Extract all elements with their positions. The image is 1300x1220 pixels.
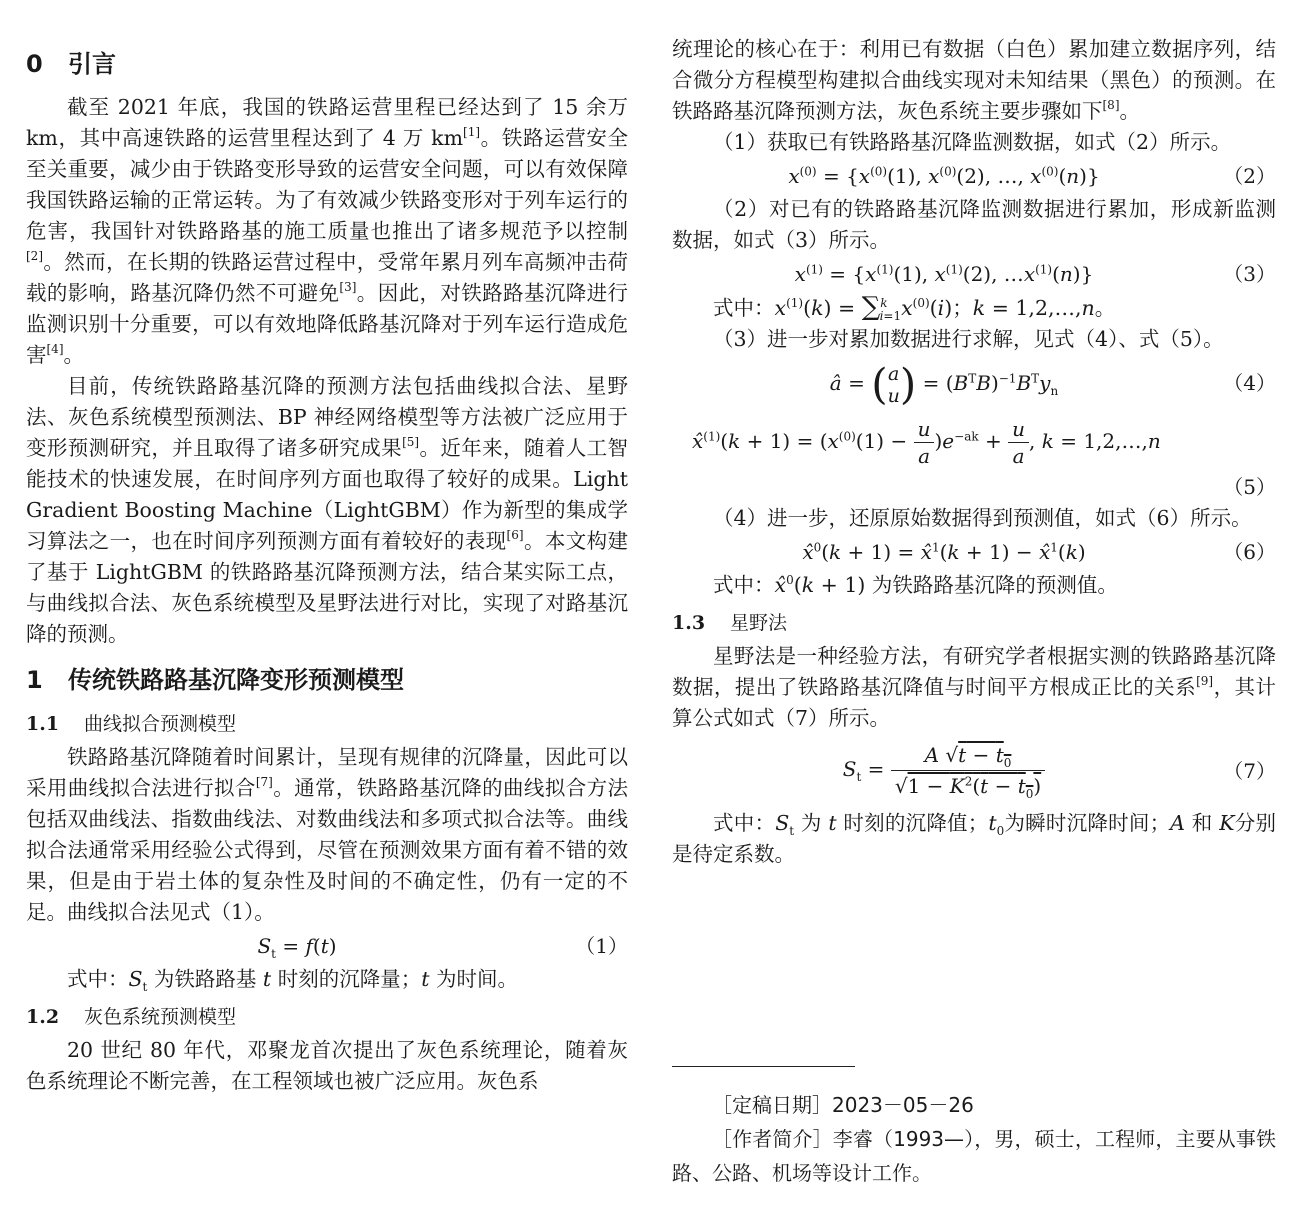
intro-paragraph-2: 目前，传统铁路路基沉降的预测方法包括曲线拟合法、星野法、灰色系统模型预测法、BP 神经网络模型等方法被广泛应用于变形预测研究，并且取得了诸多研究成果[5]。近年来，随着人工智能技术的快速发展，在时间序列方面也取得了较好的成果。Light Gradient Boosting Machine（LightGBM）作为新型的集成学习算法之一，也在时间序列预测方面有着较好的表现[6]。本文构建了基于 LightGBM 的铁路路基沉降预测方法，结合某实际工点，与曲线拟合法、灰色系统模型及星野法进行对比，实现了对路基沉降的预测。 — [26, 374, 629, 646]
citation: [3] — [339, 280, 357, 294]
subsection-heading-1-2 — [26, 1001, 628, 1033]
subsection-title: 曲线拟合预测模型 — [84, 713, 237, 735]
citation: [9] — [1196, 674, 1214, 688]
subsection-number: 1.3 — [672, 612, 706, 634]
left-column — [26, 34, 628, 1097]
equation-number: （5） — [1223, 475, 1276, 499]
citation: [2] — [26, 249, 43, 263]
subsection-number: 1.2 — [26, 1006, 60, 1028]
citation: [5] — [402, 435, 420, 449]
equation-body: x̂$^0$(k + 1) = x̂$^1$(k + 1) − x̂$^1$(k) — [802, 540, 1086, 564]
grey-system-paragraph-start: 20 世纪 80 年代，邓聚龙首次提出了灰色系统理论，随着灰色系统理论不断完善，在工程领域也被广泛应用。灰色系 — [26, 1038, 628, 1093]
equation-body: x̂$^{(1)}$(k + $1) = (x^{(0)}(1)$ − $\frac{u}{a}$ )$e^{-ak}$ + $\frac{u}{a}$ , k = 1,2,…,n — [692, 417, 1161, 468]
grey-step-3: （3）进一步对累加数据进行求解，见式（4）、式（5）。 — [713, 327, 1224, 351]
footnote-author: ［作者简介］李睿（1993—），男，硕士，工程师，主要从事铁路、公路、机场等设计工作。 — [672, 1127, 1276, 1185]
equation-number: （1） — [575, 934, 628, 958]
section-number: 1 — [26, 666, 43, 694]
equation-number: （3） — [1223, 262, 1276, 286]
equation-5-number-row — [672, 471, 1276, 503]
footnote-divider — [672, 1066, 855, 1067]
citation: [1] — [463, 125, 481, 139]
equation-6-explanation: 式中：x̂$^0$(k + 1) 为铁路路基沉降的预测值。 — [713, 573, 1118, 597]
equation-number: （2） — [1223, 164, 1276, 188]
equation-3 — [672, 256, 1276, 292]
hoshino-paragraph: 星野法是一种经验方法，有研究学者根据实测的铁路路基沉降数据，提出了铁路路基沉降值与时间平方根成正比的关系[9]，其计算公式如式（7）所示。 — [672, 644, 1277, 730]
footnote-date: ［定稿日期］2023－05－26 — [712, 1093, 974, 1117]
subsection-heading-1-3 — [672, 607, 1276, 639]
equation-7 — [672, 734, 1276, 808]
equation-4 — [672, 355, 1276, 411]
citation: [7] — [255, 775, 273, 789]
equation-body: $S_t = f(t)$ — [257, 934, 337, 961]
equation-body: â = (a $u) = (B^TB)^{-1}B^Ty_n$ — [829, 359, 1059, 409]
subsection-number: 1.1 — [26, 713, 60, 735]
equation-number: （4） — [1223, 371, 1276, 395]
equation-3-explanation: 式中：$x^{(1)}(k) = \sum^k_{i=1}x^{(0)}(i)$；k = 1,2,…,n。 — [713, 292, 1116, 324]
citation: [6] — [506, 528, 524, 542]
equation-number: （7） — [1223, 759, 1276, 783]
intro-paragraph-1: 截至 2021 年底，我国的铁路运营里程已经达到了 15 余万 km，其中高速铁路的运营里程达到了 4 万 km[1]。铁路运营安全至关重要，减少由于铁路变形导致的运营安全问题，可以有效保障我国铁路运输的正常运转。为了有效减少铁路变形对于列车运行的危害，我国针对铁路路基的施工质量也推出了诸多规范予以控制[2]。然而，在长期的铁路运营过程中，受常年累月列车高频冲击荷载的影响，路基沉降仍然不可避免[3]。因此，对铁路路基沉降进行监测识别十分重要，可以有效地降低路基沉降对于列车运行造成危害[4]。 — [26, 95, 629, 367]
section-heading-intro — [26, 44, 628, 84]
citation: [4] — [46, 342, 64, 356]
grey-step-4: （4）进一步，还原原始数据得到预测值，如式（6）所示。 — [713, 506, 1252, 530]
equation-2 — [672, 158, 1276, 194]
equation-body: $S_t$ = $\frac{A √t - t_0}{√1 - K^2(t - t_0)}$ — [672, 740, 1216, 801]
section-title: 引言 — [68, 50, 116, 78]
equation-5 — [672, 411, 1276, 471]
grey-step-2: （2）对已有的铁路路基沉降监测数据进行累加，形成新监测数据，如式（3）所示。 — [672, 197, 1276, 252]
footnote — [672, 1088, 1276, 1190]
right-column — [672, 34, 1276, 870]
grey-step-1: （1）获取已有铁路路基沉降监测数据，如式（2）所示。 — [713, 130, 1232, 154]
equation-1 — [26, 928, 628, 964]
equation-7-explanation: 式中：$S_t$ 为 t 时刻的沉降值；$t_0$为瞬时沉降时间；A 和 K分别是待定系数。 — [672, 811, 1277, 866]
section-number: 0 — [26, 50, 43, 78]
citation: [8] — [1102, 98, 1120, 112]
equation-number: （6） — [1223, 540, 1276, 564]
section-heading-1 — [26, 660, 628, 700]
curve-fitting-paragraph: 铁路路基沉降随着时间累计，呈现有规律的沉降量，因此可以采用曲线拟合法进行拟合[7]。通常，铁路路基沉降的曲线拟合方法包括双曲线法、指数曲线法、对数曲线法和多项式拟合法等。曲线拟合法通常采用经验公式得到，尽管在预测效果方面有着不错的效果，但是由于岩土体的复杂性及时间的不确定性，仍有一定的不足。曲线拟合法见式（1）。 — [26, 745, 629, 924]
subsection-heading-1-1 — [26, 708, 628, 740]
subsection-title: 灰色系统预测模型 — [84, 1006, 237, 1028]
subsection-title: 星野法 — [730, 612, 788, 634]
equation-6 — [672, 534, 1276, 570]
equation-body: $x^{(0)} = \{x^{(0)}(1)$, $x^{(0)}(2)$, …, $x^{(0)}(n)$} — [788, 164, 1100, 188]
equation-1-explanation: 式中：$S_t$ 为铁路路基 t 时刻的沉降量；t 为时间。 — [67, 967, 518, 995]
section-title: 传统铁路路基沉降变形预测模型 — [68, 666, 404, 694]
equation-body: $x^{(1)} = \{x^{(1)}(1)$, $x^{(1)}(2)$, $\dots x^{(1)}(n)$} — [794, 262, 1094, 286]
grey-system-paragraph-continued: 统理论的核心在于：利用已有数据（白色）累加建立数据序列，结合微分方程模型构建拟合曲线实现对未知结果（黑色）的预测。在铁路路基沉降预测方法，灰色系统主要步骤如下[8]。 — [672, 37, 1276, 123]
